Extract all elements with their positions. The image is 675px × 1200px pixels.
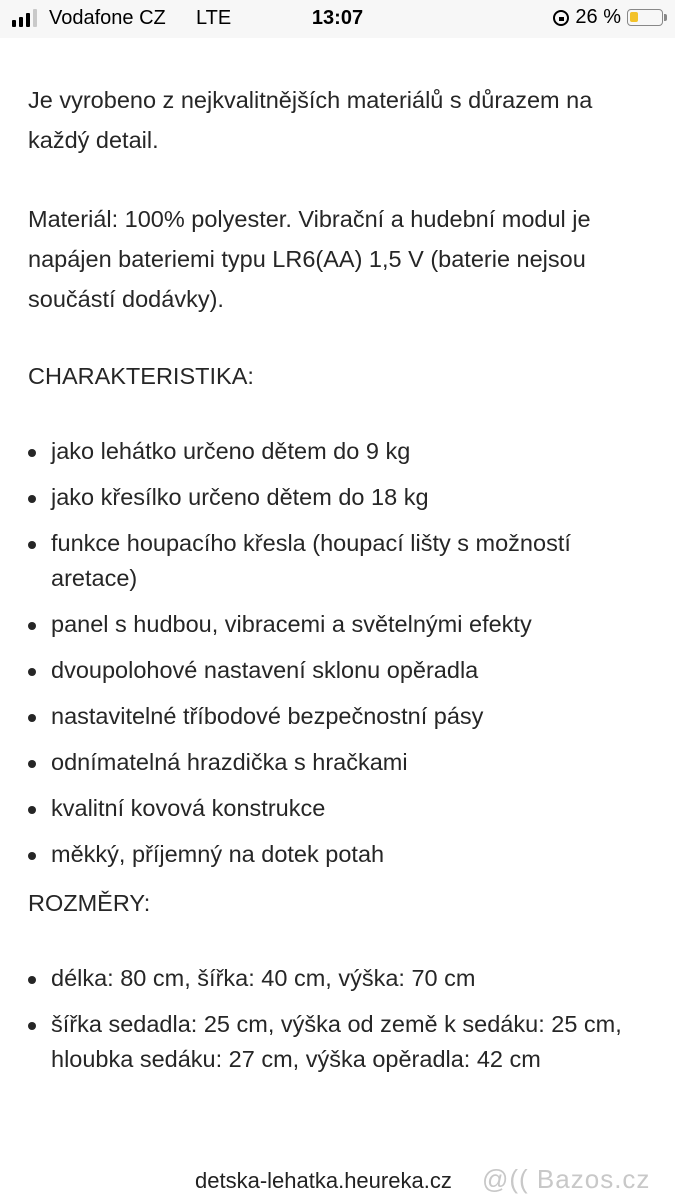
list-item: funkce houpacího křesla (houpací lišty s možností aretace): [28, 526, 653, 596]
dimensions-list: [28, 961, 653, 1077]
status-right: [553, 6, 663, 29]
product-description: [28, 80, 653, 1088]
dimensions-heading: ROZMĚRY:: [28, 890, 151, 916]
list-item: jako křesílko určeno dětem do 18 kg: [28, 480, 653, 515]
list-item: nastavitelné tříbodové bezpečnostní pásy: [28, 699, 653, 734]
carrier-name: Vodafone CZ: [49, 7, 166, 29]
list-item: panel s hudbou, vibracemi a světelnými efekty: [28, 607, 653, 642]
battery-percent: 26 %: [575, 6, 621, 28]
list-item: měkký, příjemný na dotek potah: [28, 837, 653, 872]
battery-icon: [627, 9, 663, 26]
list-item: jako lehátko určeno dětem do 9 kg: [28, 434, 653, 469]
bazos-watermark: @(( Bazos.cz: [482, 1164, 651, 1194]
footer: [0, 1160, 675, 1200]
characteristics-list: [28, 434, 653, 872]
battery-level-fill: [630, 12, 638, 22]
characteristics-heading: CHARAKTERISTIKA:: [28, 363, 254, 389]
source-caption: detska-lehatka.heureka.cz: [195, 1168, 452, 1193]
list-item: šířka sedadla: 25 cm, výška od země k sedáku: 25 cm, hloubka sedáku: 27 cm, výška opěradla: 42 cm: [28, 1007, 653, 1077]
network-type: LTE: [196, 7, 232, 29]
list-item: délka: 80 cm, šířka: 40 cm, výška: 70 cm: [28, 961, 653, 996]
intro-paragraph: Je vyrobeno z nejkvalitnějších materiálů s důrazem na každý detail.: [28, 87, 593, 153]
status-time: 13:07: [311, 7, 364, 29]
status-bar: [0, 0, 675, 38]
material-paragraph: Materiál: 100% polyester. Vibrační a hudební modul je napájen bateriemi typu LR6(AA) 1,5 V (baterie nejsou součástí dodávky).: [28, 206, 591, 312]
list-item: dvoupolohové nastavení sklonu opěradla: [28, 653, 653, 688]
list-item: kvalitní kovová konstrukce: [28, 791, 653, 826]
rotation-lock-icon: [553, 10, 569, 26]
list-item: odnímatelná hrazdička s hračkami: [28, 745, 653, 780]
